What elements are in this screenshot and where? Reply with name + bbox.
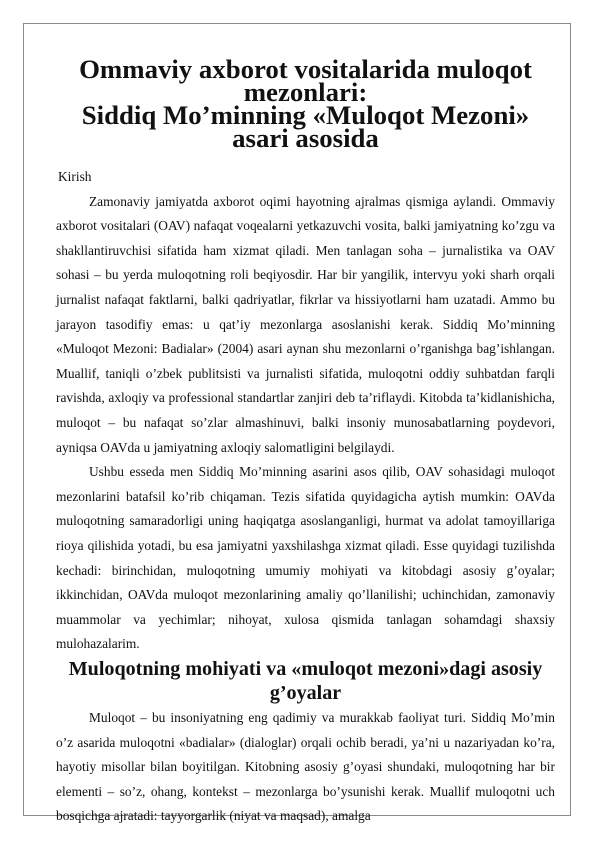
- intro-heading: Kirish: [58, 169, 92, 184]
- document-body: [56, 54, 555, 829]
- section-paragraph: Muloqot – bu insoniyatning eng qadimiy va murakkab faoliyat turi. Siddiq Mo’min o’z asarida muloqotni «badialar» (dialoglar) orqali ochib beradi, ya’ni u nazariyadan ko’ra, hayotiy misollar bilan boyitilgan. Kitobning asosiy g’oyasi shundaki, muloqotning har bir elementi – so’z, ohang, kontekst – mezonlarga bo’ysunishi kerak. Muallif muloqotni uch bosqichga ajratadi: tayyorgarlik (niyat va maqsad), amalga: [56, 710, 555, 824]
- section-heading: Muloqotning mohiyati va «muloqot mezoni»dagi asosiy g’oyalar: [68, 657, 543, 705]
- intro-paragraph-1: Zamonaviy jamiyatda axborot oqimi hayotning ajralmas qismiga aylandi. Ommaviy axborot vositalari (OAV) nafaqat voqealarni yetkazuvchi vosita, balki jamiyatning ko’zgu va shakllantiruvchisi sifatida ham xizmat qiladi. Men tanlagan soha – jurnalistika va OAV sohasi – bu yerda muloqotning roli beqiyosdir. Har bir yangilik, intervyu yoki sharh orqali jurnalist nafaqat faktlarni, balki qadriyatlar, fikrlar va hissiyotlarni ham uzatadi. Ammo bu jarayon tasodifiy emas: u qat’iy mezonlarga asoslanishi kerak. Siddiq Mo’minning «Muloqot Mezoni: Badialar» (2004) asari aynan shu mezonlarni o’rganishga bag’ishlangan. Muallif, taniqli o’zbek publitsisti va jurnalisti sifatida, muloqotni oddiy suhbatdan farqli ravishda, axloqiy va professional standartlar zanjiri deb ta’riflaydi. Kitobda ta’kidlanishicha, muloqot – bu nafaqat so’zlar almashinuvi, balki insoniy munosabatlarning poydevori, ayniqsa OAVda u jamiyatning axloqiy salomatligini belgilaydi.: [56, 193, 555, 455]
- document-title-line-2: Siddiq Mo’minning «Muloqot Mezoni» asari asosida: [81, 100, 530, 153]
- document-title-line-1: Ommaviy axborot vositalarida muloqot mezonlari:: [79, 54, 532, 107]
- intro-paragraph-2: Ushbu esseda men Siddiq Mo’minning asarini asos qilib, OAV sohasidagi muloqot mezonlarini batafsil ko’rib chiqaman. Tezis sifatida quyidagicha aytish mumkin: OAVda muloqotning samaradorligi uning haqiqatga asoslanganligi, hurmat va adolat tamoyillariga rioya qilishida yotadi, bu esa jamiyatni yaxshilashga xizmat qiladi. Esse quyidagi tuzilishda kechadi: birinchidan, muloqotning umumiy mohiyati va kitobdagi asosiy g’oyalar; ikkinchidan, OAVda muloqot mezonlarining amaliy qo’llanilishi; uchinchidan, zamonaviy muammolar va yechimlar; nihoyat, xulosa qismida tanlagan sohamdagi shaxsiy mulohazalarim.: [56, 464, 555, 652]
